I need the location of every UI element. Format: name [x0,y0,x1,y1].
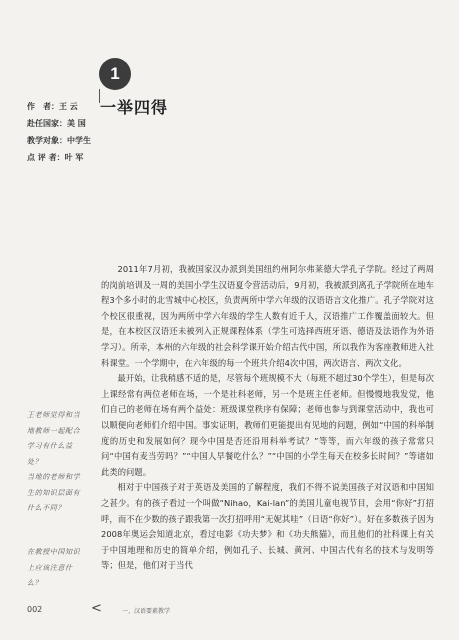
margin-note-line: 王老师觉得和当 [27,411,81,419]
margin-note-line: 地教师一起配合 [27,426,81,435]
meta-label: 作 者： [27,102,59,111]
margin-note [27,545,105,592]
chapter-title: 一举四得 [100,98,169,117]
meta-value: 中学生 [67,136,91,145]
margin-note-line: 什么不同？ [27,504,65,512]
margin-note-line: 在教授中国知识 [27,548,81,556]
section-title: 一、汉语要素教学 [122,608,171,615]
meta-label: 赴任国家： [27,119,67,128]
meta-author [27,98,91,115]
meta-label: 教学对象： [27,136,67,145]
meta-value: 王 云 [59,102,78,111]
margin-note-line: 么？ [27,579,43,587]
paragraph: 最开始，让我稍感不适的是，尽管每个班规模不大（每班不超过30个学生），但是每次上课经常有两位老师在场，一个是社科老师，另一个是班主任老师。但慢慢地我发觉，他们自己的老师在场有两个益处：班级课堂秩序有保障；老师也参与到课堂活动中，我也可以顺便向老师们介绍中国。事实证明，教师们更能提出有见地的问题，例如“中国的科举制度的历史和发展如何？现今中国是否还沿用科举考试？”等等，而六年级的孩子常常只问“中国有麦当劳吗？”“中国人早餐吃什么？”“中国的小学生每天在校多长时间？”等诸如此类的问题。 [101,373,434,477]
meta-reviewer [27,149,91,166]
page-footer [27,603,407,617]
meta-value: 叶 军 [64,153,84,162]
meta-country [27,115,91,132]
paragraph: 2011年7月初，我被国家汉办派到美国纽约州阿尔弗莱德大学孔子学院。经过了两周的岗前培训及一周的美国小学生汉语夏令营活动后，9月初，我被派到离孔子学院所在地车程3个多小时的北雪城中心校区，负责两所中学六年级的汉语语言文化推广。孔子学院对这个校区很重视，因为两所中学六年级的学生人数有近千人，汉语推广工作覆盖面较大。但是，在本校区汉语还未被列入正规课程体系（学生可选择西班牙语、德语及法语作为外语学习）。所幸，本州的六年级的社会科学课开始介绍古代中国，所以我作为客座教师进入社科课堂。一个学期中，在六年级的每一个班共介绍4次中国，两次语言、两次文化。 [101,264,434,368]
chapter-number-badge [99,58,131,90]
meta-students [27,132,91,149]
margin-note-line: 处？ [27,457,43,466]
margin-note-line: 学习有什么益 [27,442,73,450]
margin-note-line: 上应该注意什 [27,563,73,572]
paragraph: 相对于中国孩子对于英语及美国的了解程度，我们不得不说美国孩子对汉语和中国知之甚少。有的孩子看过一个叫做“Nihao，Kai-lan”的美国儿童电视节目，会用“你好”打招呼，而不在少数的孩子跟我第一次打招呼用“无妮其哇”（日语“你好”）。好在多数孩子因为2008年奥运会知道北京，看过电影《功夫梦》和《功夫熊猫》，而且他们的社科课上有关于中国地理和历史的简单介绍，例如孔子、长城、黄河、中国古代有名的技术与发明等等；但是，他们对于当代 [101,482,434,571]
chapter-number: 1 [110,64,120,83]
body-text [101,262,434,574]
author-meta [27,98,91,166]
margin-note [27,408,105,517]
page-number: 002 [27,605,43,614]
meta-value: 美 国 [67,119,86,128]
margin-note-line: 生的知识层面有 [27,488,81,497]
margin-note-line: 当地的老师和学 [27,473,81,481]
chevron-left-icon[interactable]: < [91,601,102,616]
meta-label: 点 评 者： [27,153,65,162]
